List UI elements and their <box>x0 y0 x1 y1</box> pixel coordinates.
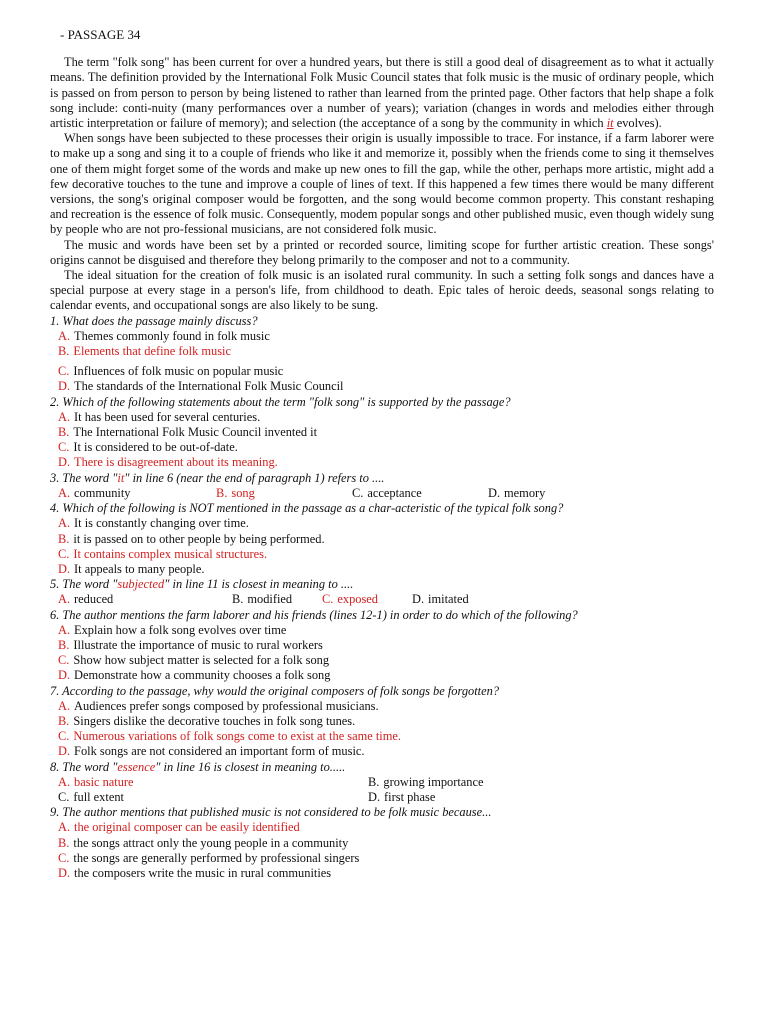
q8-option-a[interactable]: A. basic nature <box>58 774 134 789</box>
q3-option-b[interactable]: B. song <box>216 485 255 500</box>
question-3: 3. The word "it" in line 6 (near the end of paragraph 1) refers to .... <box>50 470 385 485</box>
q9-option-d[interactable]: D. the composers write the music in rural communities <box>58 865 332 880</box>
q1-option-b[interactable]: B. Elements that define folk music <box>58 344 231 359</box>
q4-option-c[interactable]: C. It contains complex musical structures. <box>58 546 268 561</box>
q6-option-b[interactable]: B. Illustrate the importance of music to rural workers <box>58 637 323 652</box>
q9-option-c[interactable]: C. the songs are generally performed by professional singers <box>58 850 360 865</box>
highlighted-word-it: it <box>606 116 614 131</box>
passage-paragraph-3: The music and words have been set by a printed or recorded source, limiting scope for further artistic creation. These songs' origins cannot be disguised and therefore they belong primarily to the composer and not to a community. <box>50 237 714 267</box>
q5-option-a[interactable]: A. reduced <box>58 592 114 607</box>
q9-option-a[interactable]: A. the original composer can be easily identified <box>58 820 300 835</box>
q7-option-a[interactable]: A. Audiences prefer songs composed by professional musicians. <box>58 698 379 713</box>
q4-option-b[interactable]: B. it is passed on to other people by being performed. <box>58 531 325 546</box>
q8-option-d[interactable]: D. first phase <box>368 789 436 804</box>
q6-option-a[interactable]: A. Explain how a folk song evolves over time <box>58 622 287 637</box>
q7-option-b[interactable]: B. Singers dislike the decorative touches in folk song tunes. <box>58 713 356 728</box>
q2-option-a[interactable]: A. It has been used for several centuries. <box>58 409 261 424</box>
q3-options-row <box>58 486 714 501</box>
question-7: 7. According to the passage, why would the original composers of folk songs be forgotten? <box>50 683 500 698</box>
q5-option-c[interactable]: C. exposed <box>322 592 378 607</box>
passage-paragraph-2: When songs have been subjected to these processes their origin is usually impossible to trace. For instance, if a farm laborer were to make up a song and sing it to a couple of friends who like it and memorize it, possibly when the friends come to sing it themselves one of them might forget some of the words and make up new ones to fill the gap, while the other, perhaps more artistic, might add a few decorative touches to the tune and improve a couple of lines of text. If this happened a few times there would be many different versions, the song's original composer would be forgotten, and the song would become common property. This constant reshaping and recreation is the essence of folk music. Consequently, modem popular songs and other published music, even though widely sung by people who are not pro-fessional musicians, are not considered folk music. <box>50 131 714 237</box>
q5-option-d[interactable]: D. imitated <box>412 592 469 607</box>
q3-option-c[interactable]: C. acceptance <box>352 485 422 500</box>
worksheet-page <box>50 27 714 881</box>
q6-option-d[interactable]: D. Demonstrate how a community chooses a folk song <box>58 668 331 683</box>
question-1: 1. What does the passage mainly discuss? <box>50 313 258 328</box>
q7-option-d[interactable]: D. Folk songs are not considered an important form of music. <box>58 744 365 759</box>
q3-option-d[interactable]: D. memory <box>488 485 546 500</box>
q9-option-b[interactable]: B. the songs attract only the young people in a community <box>58 835 349 850</box>
q8-options-row-1 <box>58 775 714 790</box>
q1-option-d[interactable]: D. The standards of the International Folk Music Council <box>58 379 344 394</box>
q4-option-a[interactable]: A. It is constantly changing over time. <box>58 516 249 531</box>
question-4: 4. Which of the following is NOT mentioned in the passage as a char-acteristic of the typical folk song? <box>50 501 564 516</box>
question-9: 9. The author mentions that published music is not considered to be folk music because... <box>50 805 492 820</box>
q1-option-c[interactable]: C. Influences of folk music on popular music <box>58 364 284 379</box>
q4-option-d[interactable]: D. It appeals to many people. <box>58 561 205 576</box>
passage-title: - PASSAGE 34 <box>60 27 141 42</box>
q8-option-b[interactable]: B. growing importance <box>368 774 484 789</box>
q8-options-row-2 <box>58 790 714 805</box>
passage-paragraph-4: The ideal situation for the creation of folk music is an isolated rural community. In such a setting folk songs and dances have a special purpose at every stage in a person's life, from childhood to death. Epic tales of heroic deeds, seasonal songs relating to calendar events, and occupational songs are also likely to be sung. <box>50 268 714 313</box>
q1-option-a[interactable]: A. Themes commonly found in folk music <box>58 328 270 343</box>
q2-option-b[interactable]: B. The International Folk Music Council invented it <box>58 425 318 440</box>
q5-options-row <box>58 592 714 607</box>
question-6: 6. The author mentions the farm laborer and his friends (lines 12-1) in order to do which of the following? <box>50 607 578 622</box>
q8-option-c[interactable]: C. full extent <box>58 789 124 804</box>
q5-option-b[interactable]: B. modified <box>232 592 293 607</box>
question-8: 8. The word "essence" in line 16 is closest in meaning to..... <box>50 759 346 774</box>
q2-option-c[interactable]: C. It is considered to be out-of-date. <box>58 440 238 455</box>
passage-paragraph-1: The term "folk song" has been current for over a hundred years, but there is still a good deal of disagreement as to what it actually means. The definition provided by the International Folk Music Council states that folk music is the music of ordinary people, which is passed on from person to person by being listened to rather than learned from the printed page. Other factors that help shape a folk song include: conti-nuity (many performances over a number of years); variation (changes in words and melodies either through artistic interpretation or failure of memory); and selection (the acceptance of a song by the community in which it evolves). <box>50 55 714 131</box>
q6-option-c[interactable]: C. Show how subject matter is selected for a folk song <box>58 653 330 668</box>
q2-option-d[interactable]: D. There is disagreement about its meaning. <box>58 455 278 470</box>
question-2: 2. Which of the following statements about the term "folk song" is supported by the passage? <box>50 394 511 409</box>
question-5: 5. The word "subjected" in line 11 is closest in meaning to .... <box>50 577 354 592</box>
q7-option-c[interactable]: C. Numerous variations of folk songs come to exist at the same time. <box>58 729 401 744</box>
q3-option-a[interactable]: A. community <box>58 485 131 500</box>
